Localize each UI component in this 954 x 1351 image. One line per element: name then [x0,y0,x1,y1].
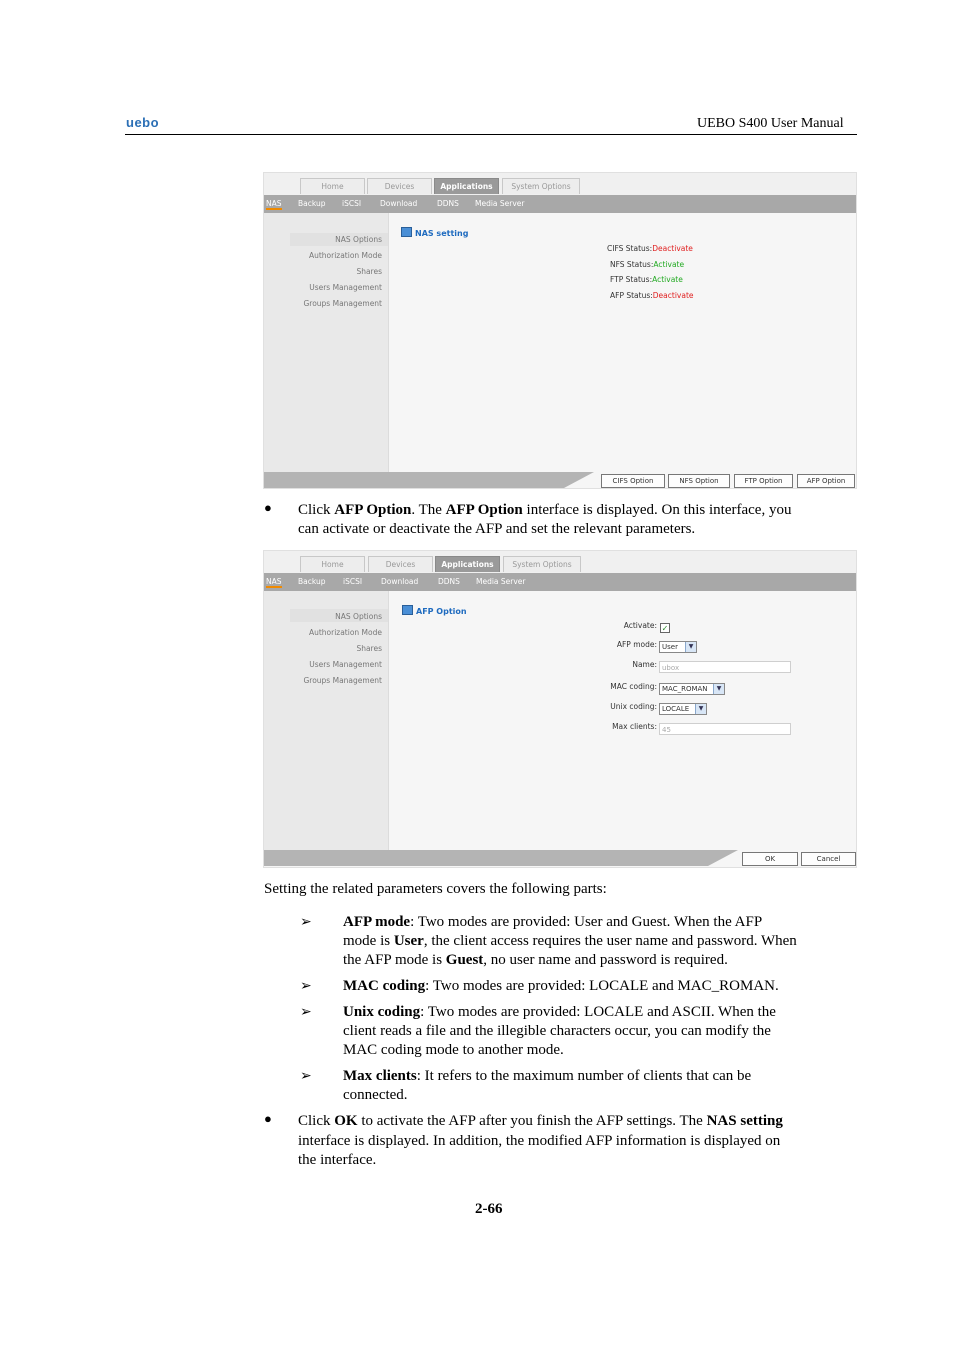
sidebar-item-authorization-mode[interactable]: Authorization Mode [308,628,382,637]
header-rule [125,134,857,135]
max-clients-line2: connected. [343,1087,408,1103]
max-clients-line1: Max clients: It refers to the maximum number of clients that can be [343,1068,752,1084]
afp-mode-label: AFP mode: [616,640,657,649]
afp-option-screenshot [263,550,857,868]
top-tab-strip [264,551,856,573]
subnav-ddns[interactable]: DDNS [438,577,460,586]
tab-home[interactable]: Home [300,178,365,194]
activate-checkbox[interactable]: ✓ [661,624,669,633]
subnav-media-server[interactable]: Media Server [476,577,526,586]
tab-system-options[interactable]: System Options [503,556,581,572]
afp-option-heading [402,605,467,616]
cifs-status-value: Deactivate [652,244,693,253]
arrow-bullet-icon: ➢ [300,1068,312,1084]
tab-devices[interactable]: Devices [367,178,432,194]
ftp-status-label: FTP Status: [610,275,653,284]
sidebar-item-groups-management[interactable]: Groups Management [303,299,382,308]
nfs-option-button[interactable]: NFS Option [668,474,730,488]
mac-coding-value: MAC_ROMAN [662,685,708,693]
afp-mode-line1: AFP mode: Two modes are provided: User and Guest. When the AFP [343,914,763,930]
arrow-bullet-icon: ➢ [300,978,312,994]
sidebar [264,213,389,472]
unix-coding-line3: MAC coding mode to another mode. [343,1042,564,1058]
page-number: 2-66 [475,1201,503,1217]
afp-mode-select[interactable] [659,641,697,653]
unix-coding-line1: Unix coding: Two modes are provided: LOCALE and ASCII. When the [343,1004,776,1020]
ftp-option-button[interactable]: FTP Option [734,474,793,488]
subnav-iscsi[interactable]: iSCSI [343,577,363,586]
bullet1-line1: Click AFP Option. The AFP Option interface is displayed. On this interface, you [298,502,792,518]
subnav-iscsi[interactable]: iSCSI [342,199,362,208]
cifs-option-button[interactable]: CIFS Option [601,474,665,488]
tab-applications[interactable]: Applications [435,556,500,572]
footer-cut [564,472,594,488]
afp-mode-line2: mode is User, the client access requires the user name and password. When [343,933,797,949]
afp-status-label: AFP Status: [610,291,653,300]
nas-setting-title: NAS setting [415,229,469,238]
bullet2-line1: Click OK to activate the AFP after you finish the AFP settings. The NAS setting [298,1113,783,1129]
afp-status-value: Deactivate [652,291,694,300]
chevron-down-icon: ▼ [695,704,706,714]
nfs-status-value: Activate [653,260,685,269]
sub-navigation [264,573,856,591]
subnav-nas[interactable]: NAS [266,577,282,586]
bullet2-line3: the interface. [298,1152,377,1168]
chevron-down-icon: ▼ [685,642,696,652]
max-clients-input[interactable]: 45 [659,723,791,735]
footer-cut [708,850,738,866]
cancel-button[interactable]: Cancel [801,852,856,866]
tab-devices[interactable]: Devices [368,556,433,572]
arrow-bullet-icon: ➢ [300,1004,312,1020]
sidebar-item-users-management[interactable]: Users Management [309,660,382,669]
afp-mode-value: User [662,643,678,651]
tab-home[interactable]: Home [300,556,365,572]
sidebar-item-shares[interactable]: Shares [356,644,382,653]
afp-option-title: AFP Option [416,607,467,616]
mac-coding-line: MAC coding: Two modes are provided: LOCALE and MAC_ROMAN. [343,978,779,994]
bullet1-line2: can activate or deactivate the AFP and set the relevant parameters. [298,521,696,537]
footer-bar [264,472,856,488]
bullet2-line2: interface is displayed. In addition, the modified AFP information is displayed on [298,1133,781,1149]
sidebar-item-nas-options[interactable]: NAS Options [335,235,382,244]
nfs-status-label: NFS Status: [610,260,654,269]
nas-setting-screenshot [263,172,857,489]
settings-icon [402,605,413,615]
sidebar-item-nas-options[interactable]: NAS Options [335,612,382,621]
subnav-download[interactable]: Download [380,199,418,208]
name-label: Name: [632,660,657,669]
sidebar [264,591,389,851]
nas-setting-heading [401,227,468,238]
subnav-media-server[interactable]: Media Server [475,199,525,208]
sidebar-item-authorization-mode[interactable]: Authorization Mode [308,251,382,260]
settings-icon [401,227,412,237]
sidebar-item-groups-management[interactable]: Groups Management [303,676,382,685]
max-clients-label: Max clients: [612,722,657,731]
mac-coding-select[interactable] [659,683,725,695]
arrow-bullet-icon: ➢ [300,914,312,930]
sidebar-item-shares[interactable]: Shares [356,267,382,276]
unix-coding-select[interactable] [659,703,707,715]
activate-label: Activate: [623,621,657,630]
ok-button[interactable]: OK [742,852,798,866]
afp-option-button[interactable]: AFP Option [797,474,855,488]
subnav-backup[interactable]: Backup [298,199,326,208]
chevron-down-icon: ▼ [713,684,724,694]
nfs-status [610,260,684,269]
unix-coding-line2: client reads a file and the illegible characters occur, you can modify the [343,1023,771,1039]
footer-bar [264,850,856,866]
uebo-logo: uebo [126,115,160,130]
sub-navigation [264,195,856,213]
subnav-backup[interactable]: Backup [298,577,326,586]
mac-coding-label: MAC coding: [610,682,657,691]
top-tab-strip [264,173,856,195]
ftp-status [610,275,683,284]
tab-system-options[interactable]: System Options [502,178,580,194]
unix-coding-label: Unix coding: [610,702,657,711]
bullet-dot: ● [264,500,272,515]
cifs-status [607,244,693,253]
sidebar-item-users-management[interactable]: Users Management [309,283,382,292]
intro-paragraph: Setting the related parameters covers the following parts: [264,881,607,897]
afp-status [610,291,694,300]
bullet-dot: ● [264,1111,272,1126]
tab-applications[interactable]: Applications [434,178,499,194]
cifs-status-label: CIFS Status: [607,244,653,253]
unix-coding-value: LOCALE [662,705,690,713]
subnav-download[interactable]: Download [381,577,419,586]
ftp-status-value: Activate [652,275,683,284]
name-input[interactable]: ubox [659,661,791,673]
afp-mode-line3: the AFP mode is Guest, no user name and password is required. [343,952,728,968]
subnav-ddns[interactable]: DDNS [437,199,459,208]
subnav-nas[interactable]: NAS [266,199,282,208]
manual-title: UEBO S400 User Manual [697,116,844,131]
